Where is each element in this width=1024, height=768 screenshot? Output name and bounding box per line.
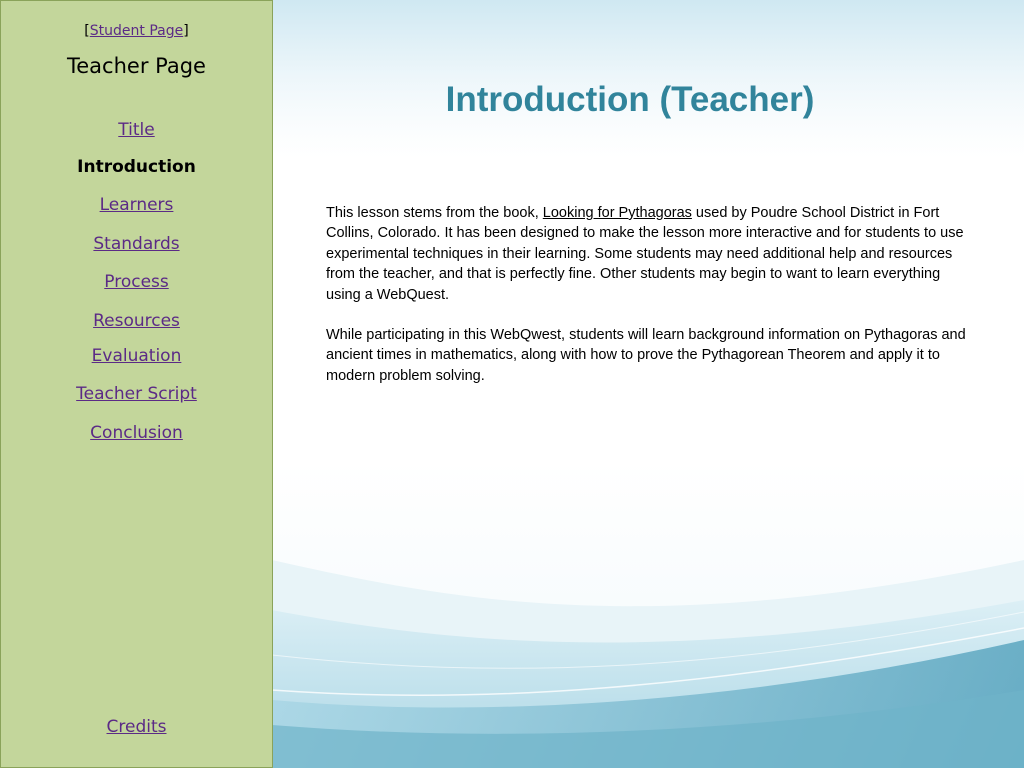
para1-end: used by Poudre School District in Fort Collins, Colorado. It has been designed to make the lesson more interactive and for students to use experimental techniques in their learning. Some students may need additional help and resources from the teacher, and that is perfectly fine. Other students may begin to want to learn everything using a WebQuest. (326, 205, 964, 303)
nav-link-teacher-script[interactable]: Teacher Script (76, 384, 197, 404)
intro-paragraph-1 (326, 203, 966, 305)
nav-link-learners[interactable]: Learners (99, 195, 174, 215)
nav-link-process[interactable]: Process (104, 272, 169, 292)
sidebar-nav (0, 0, 273, 768)
nav-link-standards[interactable]: Standards (93, 234, 180, 254)
nav-item-introduction-current: Introduction (77, 157, 196, 177)
bracket-open: [ (84, 23, 90, 39)
nav-link-conclusion[interactable]: Conclusion (90, 423, 183, 443)
para1-start: This lesson stems from the book, (326, 205, 543, 221)
nav-link-title[interactable]: Title (118, 120, 155, 140)
teacher-page-heading: Teacher Page (67, 54, 206, 78)
nav-link-evaluation[interactable]: Evaluation (91, 346, 182, 366)
page-title: Introduction (Teacher) (445, 80, 815, 119)
intro-body (326, 203, 966, 406)
student-page-link-wrap (1, 23, 272, 39)
intro-paragraph-2: While participating in this WebQwest, students will learn background information on Pythagoras and ancient times in mathematics, along with how to prove the Pythagorean Theorem and apply it to modern problem solving. (326, 327, 966, 384)
book-title: Looking for Pythagoras (542, 205, 692, 221)
bracket-close: ] (183, 23, 189, 39)
nav-link-resources[interactable]: Resources (93, 311, 180, 331)
nav-link-credits[interactable]: Credits (106, 717, 167, 737)
student-page-link[interactable]: Student Page (89, 23, 184, 39)
